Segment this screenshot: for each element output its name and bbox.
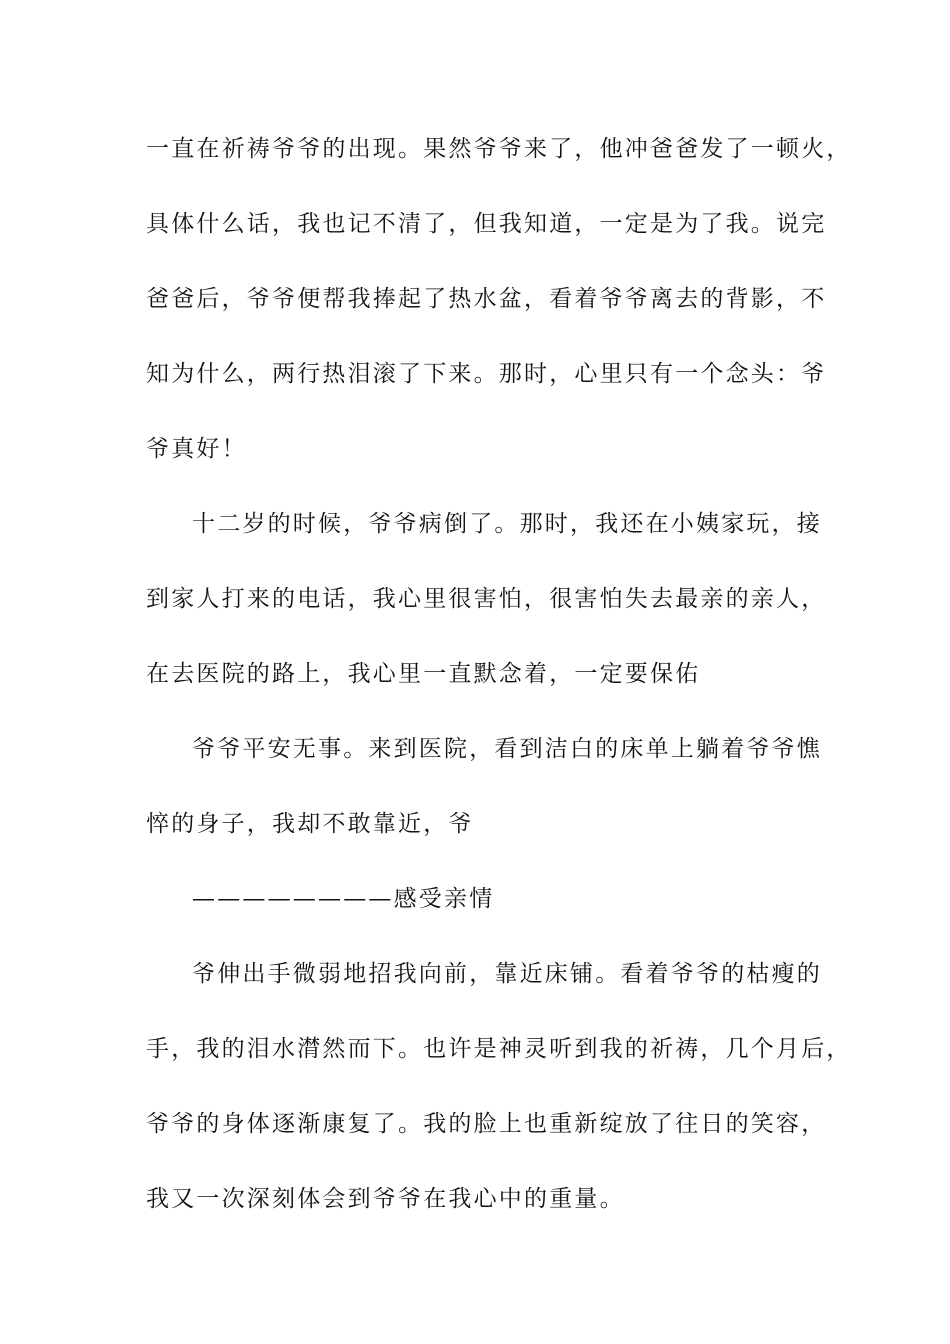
text-line: 到家人打来的电话，我心里很害怕，很害怕失去最亲的亲人，: [146, 586, 827, 612]
text-line: 悴的身子，我却不敢靠近，爷: [146, 811, 474, 837]
text-line: 一直在祈祷爷爷的出现。果然爷爷来了，他冲爸爸发了一顿火，: [146, 136, 852, 162]
paragraph-start-line: 爷伸出手微弱地招我向前，靠近床铺。看着爷爷的枯瘦的: [192, 961, 822, 987]
text-line: 手，我的泪水潸然而下。也许是神灵听到我的祈祷，几个月后，: [146, 1036, 852, 1062]
text-line: 我又一次深刻体会到爷爷在我心中的重量。: [146, 1186, 625, 1212]
text-line: 爸爸后，爷爷便帮我捧起了热水盆，看着爷爷离去的背影，不: [146, 286, 827, 312]
text-line: 在去医院的路上，我心里一直默念着，一定要保佑: [146, 661, 701, 687]
text-line: 爷真好！: [146, 436, 247, 462]
paragraph-start-line: 十二岁的时候，爷爷病倒了。那时，我还在小姨家玩，接: [192, 511, 822, 537]
paragraph-start-line: 爷爷平安无事。来到医院，看到洁白的床单上躺着爷爷憔: [192, 736, 822, 762]
section-divider-title: ————————感受亲情: [192, 886, 495, 912]
text-line: 具体什么话，我也记不清了，但我知道，一定是为了我。说完: [146, 211, 827, 237]
text-line: 爷爷的身体逐渐康复了。我的脸上也重新绽放了往日的笑容，: [146, 1111, 827, 1137]
text-line: 知为什么，两行热泪滚了下来。那时，心里只有一个念头：爷: [146, 361, 827, 387]
